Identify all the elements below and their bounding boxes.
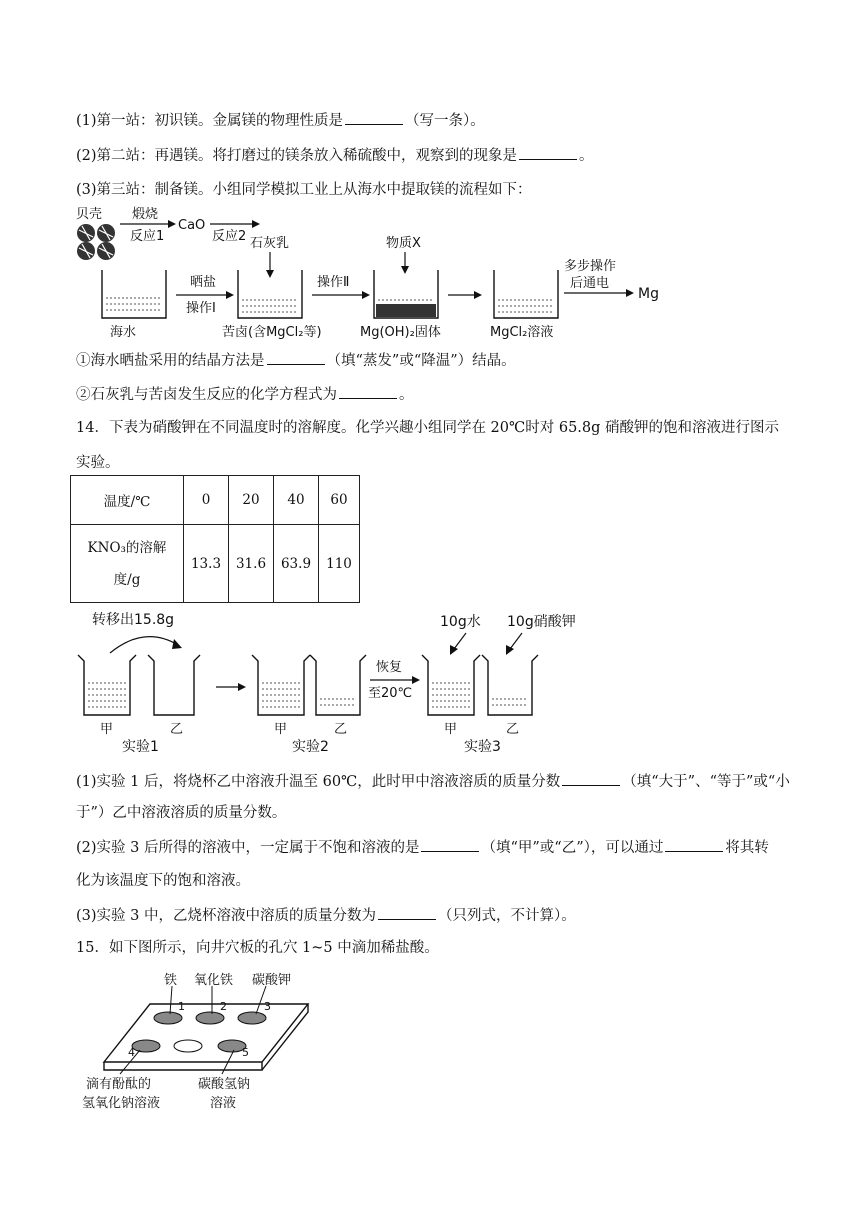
svg-text:乙: 乙 <box>334 722 348 737</box>
svg-text:乙: 乙 <box>506 722 520 737</box>
q14-question3: (3)实验 3 中，乙烧杯溶液中溶质的质量分数为 （只列式，不计算）。 <box>76 905 576 926</box>
q14-question1: (1)实验 1 后，将烧杯乙中溶液升温至 60℃，此时甲中溶液溶质的质量分数 （填“大于”、“等于”或“小 <box>76 771 790 792</box>
svg-text:氢氧化钠溶液: 氢氧化钠溶液 <box>82 1096 161 1111</box>
q13-part3: (3)第三站：制备镁。小组同学模拟工业上从海水中提取镁的流程如下： <box>76 182 532 198</box>
svg-text:3: 3 <box>264 1000 271 1013</box>
svg-text:甲: 甲 <box>274 722 288 737</box>
svg-text:石灰乳: 石灰乳 <box>250 236 290 251</box>
svg-text:晒盐: 晒盐 <box>190 275 217 290</box>
shell-icon <box>77 224 115 260</box>
table-row-label: KNO₃的溶解 度/g <box>71 525 184 603</box>
svg-text:物质X: 物质X <box>386 236 421 251</box>
table-cell: 20 <box>229 476 274 525</box>
svg-text:4: 4 <box>128 1046 135 1059</box>
answer-blank[interactable] <box>345 110 403 125</box>
svg-text:CaO: CaO <box>178 218 206 233</box>
table-cell: 63.9 <box>274 525 319 603</box>
q13-sub2: ②石灰乳与苦卤发生反应的化学方程式为 。 <box>76 384 414 405</box>
svg-text:溶液: 溶液 <box>210 1096 237 1111</box>
q14-question2: (2)实验 3 后所得的溶液中，一定属于不饱和溶液的是 （填“甲”或“乙”），可以通过 将其转 <box>76 837 769 858</box>
svg-text:Mg: Mg <box>638 286 659 302</box>
svg-text:甲: 甲 <box>444 722 458 737</box>
table-cell: 0 <box>184 476 229 525</box>
solubility-table <box>70 475 360 603</box>
beaker-mgoh2 <box>374 270 438 318</box>
svg-text:多步操作: 多步操作 <box>564 259 617 274</box>
svg-text:煅烧: 煅烧 <box>132 207 159 222</box>
beaker-jia-3 <box>422 655 480 715</box>
table-header-label: 温度/℃ <box>71 476 184 525</box>
q13-part2: (2)第二站：再遇镁。将打磨过的镁条放入稀硫酸中，观察到的现象是 。 <box>76 145 594 166</box>
svg-text:10g水: 10g水 <box>440 614 481 630</box>
answer-blank[interactable] <box>562 771 620 786</box>
svg-text:1: 1 <box>178 1000 185 1013</box>
table-cell: 40 <box>274 476 319 525</box>
answer-blank[interactable] <box>267 350 325 365</box>
svg-text:转移出15.8g: 转移出15.8g <box>92 612 175 628</box>
svg-text:至20℃: 至20℃ <box>368 686 413 701</box>
svg-text:氧化铁: 氧化铁 <box>194 973 234 988</box>
beaker-jia-1 <box>78 655 136 715</box>
answer-blank[interactable] <box>378 905 436 920</box>
svg-text:反应2: 反应2 <box>212 229 247 244</box>
beaker-seawater <box>102 270 166 318</box>
svg-text:滴有酚酞的: 滴有酚酞的 <box>86 1077 152 1092</box>
q14-question2-line2: 化为该温度下的饱和溶液。 <box>76 873 250 889</box>
answer-blank[interactable] <box>339 384 397 399</box>
svg-text:海水: 海水 <box>110 325 137 340</box>
q13-sub1: ①海水晒盐采用的结晶方法是 （填“蒸发”或“降温”）结晶。 <box>76 350 516 371</box>
svg-text:恢复: 恢复 <box>376 660 403 675</box>
svg-text:MgCl₂溶液: MgCl₂溶液 <box>490 325 554 340</box>
svg-text:5: 5 <box>242 1046 249 1059</box>
answer-blank[interactable] <box>665 837 723 852</box>
table-cell: 110 <box>319 525 360 603</box>
svg-text:实验1: 实验1 <box>122 739 159 755</box>
beaker-yi-1 <box>148 655 200 715</box>
q15-intro: 15．如下图所示，向井穴板的孔穴 1~5 中滴加稀盐酸。 <box>76 940 439 956</box>
svg-text:操作Ⅱ: 操作Ⅱ <box>317 275 350 290</box>
table-cell: 31.6 <box>229 525 274 603</box>
magnesium-flow-diagram <box>70 200 690 345</box>
svg-text:实验3: 实验3 <box>464 739 501 755</box>
shell-label: 贝壳 <box>76 207 103 222</box>
q14-question1-line2: 于”）乙中溶液溶质的质量分数。 <box>76 805 287 821</box>
svg-text:甲: 甲 <box>100 722 114 737</box>
svg-text:苦卤(含MgCl₂等): 苦卤(含MgCl₂等) <box>222 325 322 340</box>
svg-text:铁: 铁 <box>164 973 178 988</box>
q14-intro: 14．下表为硝酸钾在不同温度时的溶解度。化学兴趣小组同学在 20℃时对 65.8g 硝酸钾的饱和溶液进行图示 <box>76 420 780 436</box>
svg-text:实验2: 实验2 <box>292 739 329 755</box>
svg-text:乙: 乙 <box>170 722 184 737</box>
svg-text:10g硝酸钾: 10g硝酸钾 <box>507 614 576 630</box>
beaker-jia-2 <box>252 655 310 715</box>
svg-text:碳酸钾: 碳酸钾 <box>252 973 292 988</box>
answer-blank[interactable] <box>421 837 479 852</box>
well-plate-diagram <box>82 962 322 1117</box>
table-cell: 60 <box>319 476 360 525</box>
q14-intro-2: 实验。 <box>76 455 120 471</box>
beaker-yi-3 <box>482 655 538 715</box>
svg-text:Mg(OH)₂固体: Mg(OH)₂固体 <box>360 325 441 340</box>
svg-text:后通电: 后通电 <box>570 276 610 291</box>
kno3-experiment-diagram <box>70 605 610 755</box>
beaker-yi-2 <box>310 655 366 715</box>
table-cell: 13.3 <box>184 525 229 603</box>
answer-blank[interactable] <box>519 145 577 160</box>
svg-text:2: 2 <box>220 1000 227 1013</box>
beaker-mgcl2 <box>494 270 558 318</box>
svg-text:反应1: 反应1 <box>130 229 165 244</box>
q13-part1: (1)第一站：初识镁。金属镁的物理性质是 （写一条）。 <box>76 110 485 131</box>
svg-text:碳酸氢钠: 碳酸氢钠 <box>198 1077 251 1092</box>
svg-text:操作Ⅰ: 操作Ⅰ <box>186 301 216 316</box>
